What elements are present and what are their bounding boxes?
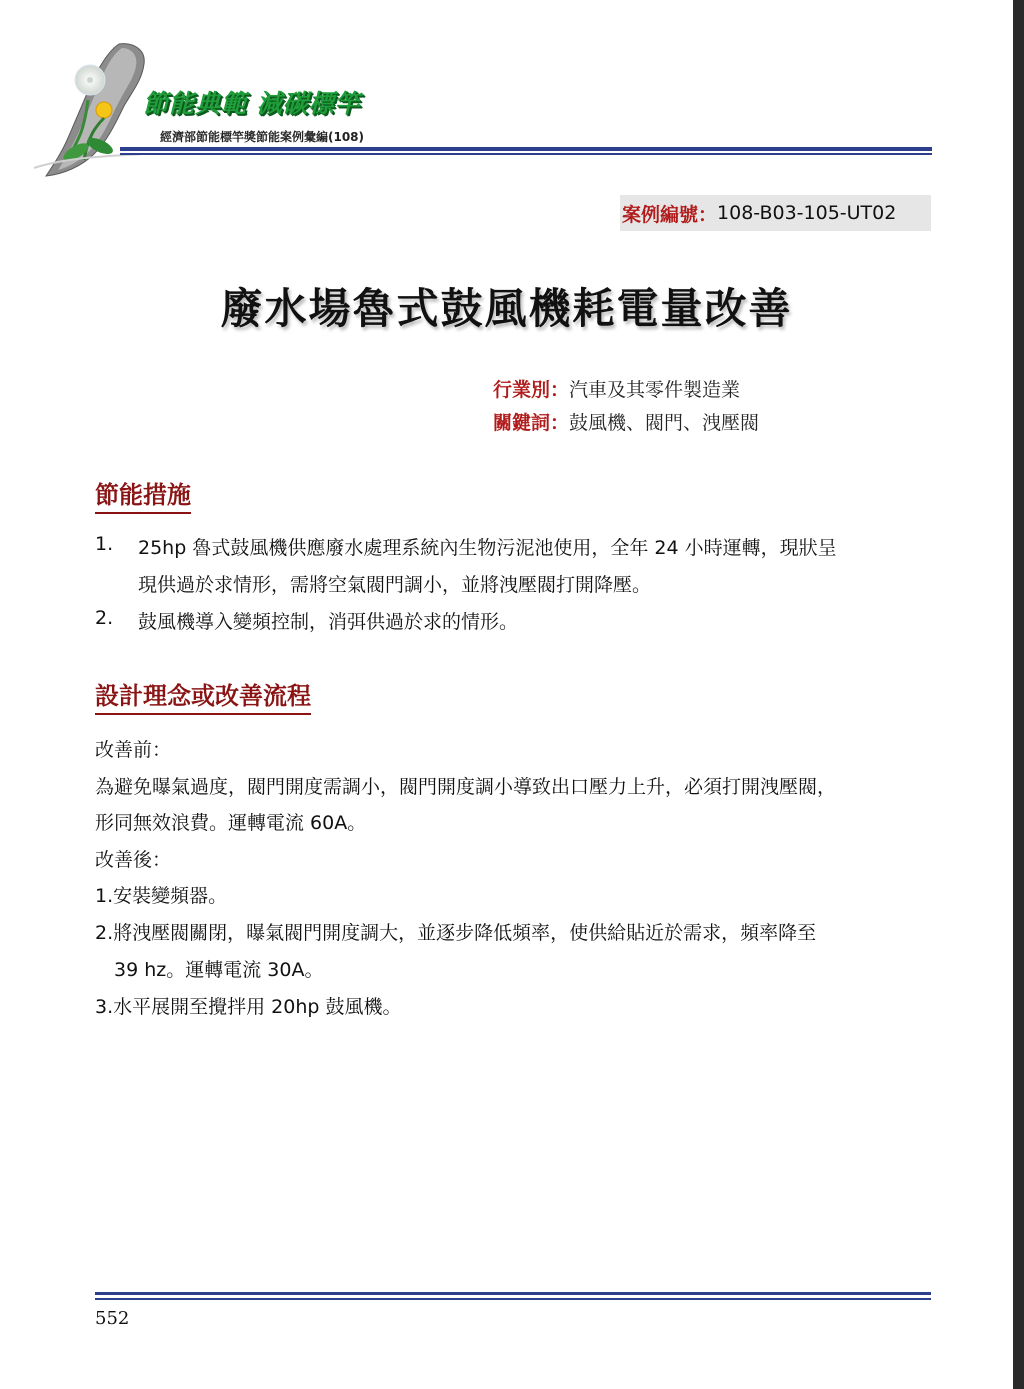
header-rule-thin bbox=[120, 153, 932, 155]
case-number-label: 案例編號： bbox=[622, 203, 718, 226]
header-rule bbox=[120, 147, 932, 151]
keywords-row bbox=[493, 408, 759, 435]
footer-rule-thin bbox=[95, 1298, 931, 1300]
case-number-value: 108-B03-105-UT02 bbox=[717, 202, 897, 224]
paragraph-line: 2.將洩壓閥關閉，曝氣閥門開度調大，並逐步降低頻率，使供給貼近於需求，頻率降至 bbox=[95, 922, 817, 944]
banner-subtitle: 經濟部節能標竿獎節能案例彙編(108) bbox=[160, 130, 365, 144]
page-title: 廢水場魯式鼓風機耗電量改善 bbox=[220, 284, 793, 333]
footer-rule bbox=[95, 1292, 931, 1295]
paragraph-line: 改善前： bbox=[95, 739, 172, 761]
list-item-number: 2. bbox=[95, 607, 114, 629]
paragraph-line: 形同無效浪費。運轉電流 60A。 bbox=[95, 812, 367, 834]
keywords-label: 關鍵詞： bbox=[493, 412, 570, 434]
case-number-box bbox=[620, 195, 931, 231]
industry-row bbox=[493, 375, 740, 402]
paragraph-line: 為避免曝氣過度，閥門開度需調小，閥門開度調小導致出口壓力上升，必須打開洩壓閥， bbox=[95, 776, 837, 798]
list-item-number: 1. bbox=[95, 533, 114, 555]
list-item-text: 現供過於求情形，需將空氣閥門調小，並將洩壓閥打開降壓。 bbox=[138, 574, 652, 596]
paragraph-line: 1.安裝變頻器。 bbox=[95, 885, 228, 907]
keywords-value: 鼓風機、閥門、洩壓閥 bbox=[569, 412, 760, 434]
section-heading-design: 設計理念或改善流程 bbox=[95, 676, 311, 715]
paragraph-line: 3.水平展開至攪拌用 20hp 鼓風機。 bbox=[95, 996, 402, 1018]
industry-label: 行業別： bbox=[493, 379, 570, 401]
paragraph-line: 改善後： bbox=[95, 849, 172, 871]
top-margin bbox=[0, 0, 1013, 6]
banner-title: 節能典範 減碳標竿 bbox=[143, 89, 361, 118]
page-edge-shadow bbox=[1013, 0, 1024, 1389]
page-number: 552 bbox=[95, 1308, 130, 1329]
list-item-text: 25hp 魯式鼓風機供應廢水處理系統內生物污泥池使用，全年 24 小時運轉，現狀呈 bbox=[138, 537, 837, 559]
paragraph-line: 39 hz。運轉電流 30A。 bbox=[114, 959, 324, 981]
list-item-text: 鼓風機導入變頻控制，消弭供過於求的情形。 bbox=[138, 611, 519, 633]
industry-value: 汽車及其零件製造業 bbox=[569, 379, 741, 401]
section-heading-measures: 節能措施 bbox=[95, 475, 191, 514]
